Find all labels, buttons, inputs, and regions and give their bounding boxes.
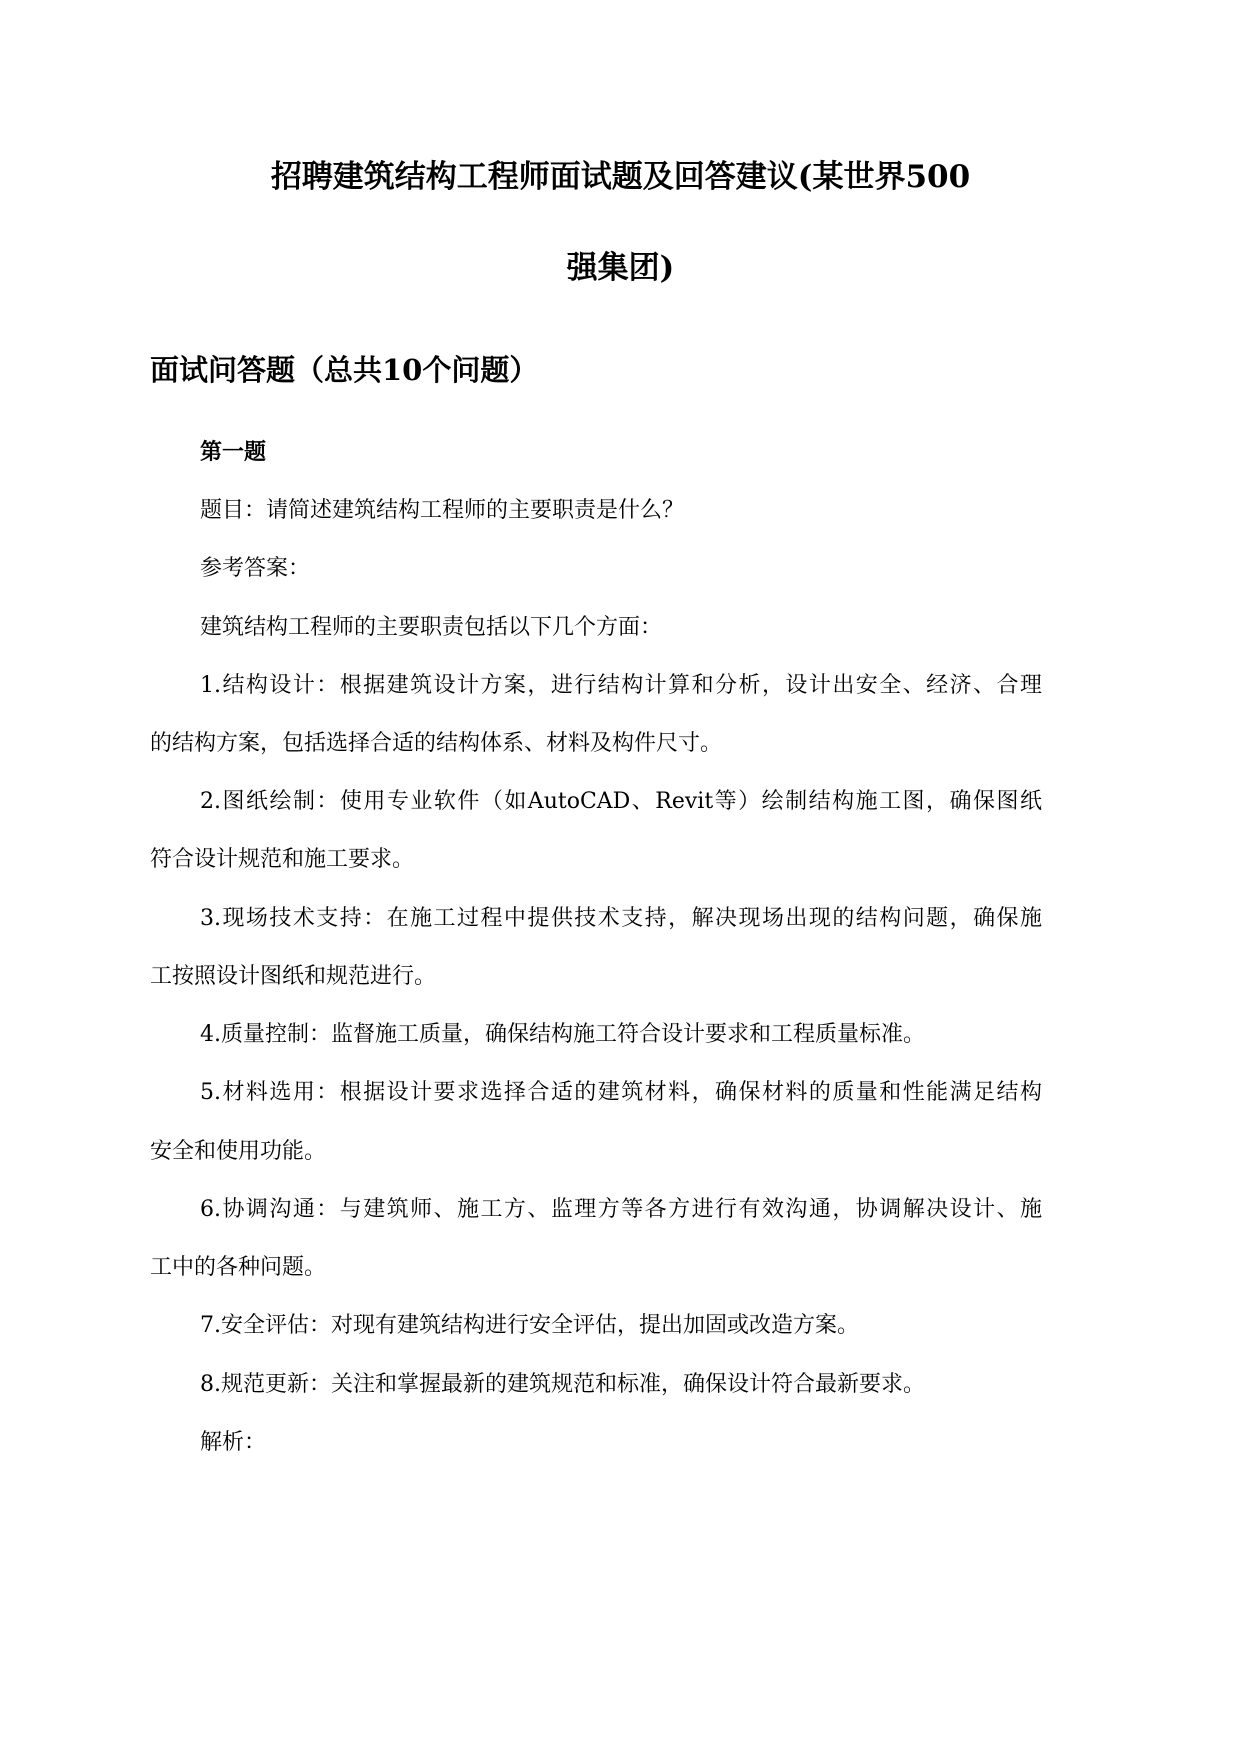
answer-item-1-line-1: 1.结构设计：根据建筑设计方案，进行结构计算和分析，设计出安全、经济、合理 xyxy=(200,673,1042,698)
answer-intro: 建筑结构工程师的主要职责包括以下几个方面： xyxy=(200,615,663,640)
section-heading: 面试问答题（总共10个问题） xyxy=(150,353,539,387)
answer-item-6-line-1: 6.协调沟通：与建筑师、施工方、监理方等各方进行有效沟通，协调解决设计、施 xyxy=(200,1197,1042,1222)
answer-item-8: 8.规范更新：关注和掌握最新的建筑规范和标准，确保设计符合最新要求。 xyxy=(200,1372,925,1397)
analysis-label: 解析： xyxy=(200,1430,267,1455)
document-title-line-2: 强集团) xyxy=(566,250,675,286)
document-title-line-1: 招聘建筑结构工程师面试题及回答建议(某世界500 xyxy=(270,159,971,195)
answer-item-3-line-1: 3.现场技术支持：在施工过程中提供技术支持，解决现场出现的结构问题，确保施 xyxy=(200,906,1042,931)
answer-item-1-line-2: 的结构方案，包括选择合适的结构体系、材料及构件尺寸。 xyxy=(150,731,723,756)
answer-item-5-line-1: 5.材料选用：根据设计要求选择合适的建筑材料，确保材料的质量和性能满足结构 xyxy=(200,1080,1042,1105)
answer-item-5-line-2: 安全和使用功能。 xyxy=(150,1139,327,1164)
answer-item-6-line-2: 工中的各种问题。 xyxy=(150,1255,327,1280)
answer-item-2-line-2: 符合设计规范和施工要求。 xyxy=(150,847,415,872)
answer-item-3-line-2: 工按照设计图纸和规范进行。 xyxy=(150,964,437,989)
answer-item-2-line-1: 2.图纸绘制：使用专业软件（如AutoCAD、Revit等）绘制结构施工图，确保图纸 xyxy=(200,789,1042,814)
answer-label: 参考答案： xyxy=(200,556,311,581)
question-heading: 第一题 xyxy=(200,439,267,465)
answer-item-4: 4.质量控制：监督施工质量，确保结构施工符合设计要求和工程质量标准。 xyxy=(200,1022,925,1047)
question-prompt: 题目：请简述建筑结构工程师的主要职责是什么？ xyxy=(200,498,685,523)
answer-item-7: 7.安全评估：对现有建筑结构进行安全评估，提出加固或改造方案。 xyxy=(200,1313,859,1338)
